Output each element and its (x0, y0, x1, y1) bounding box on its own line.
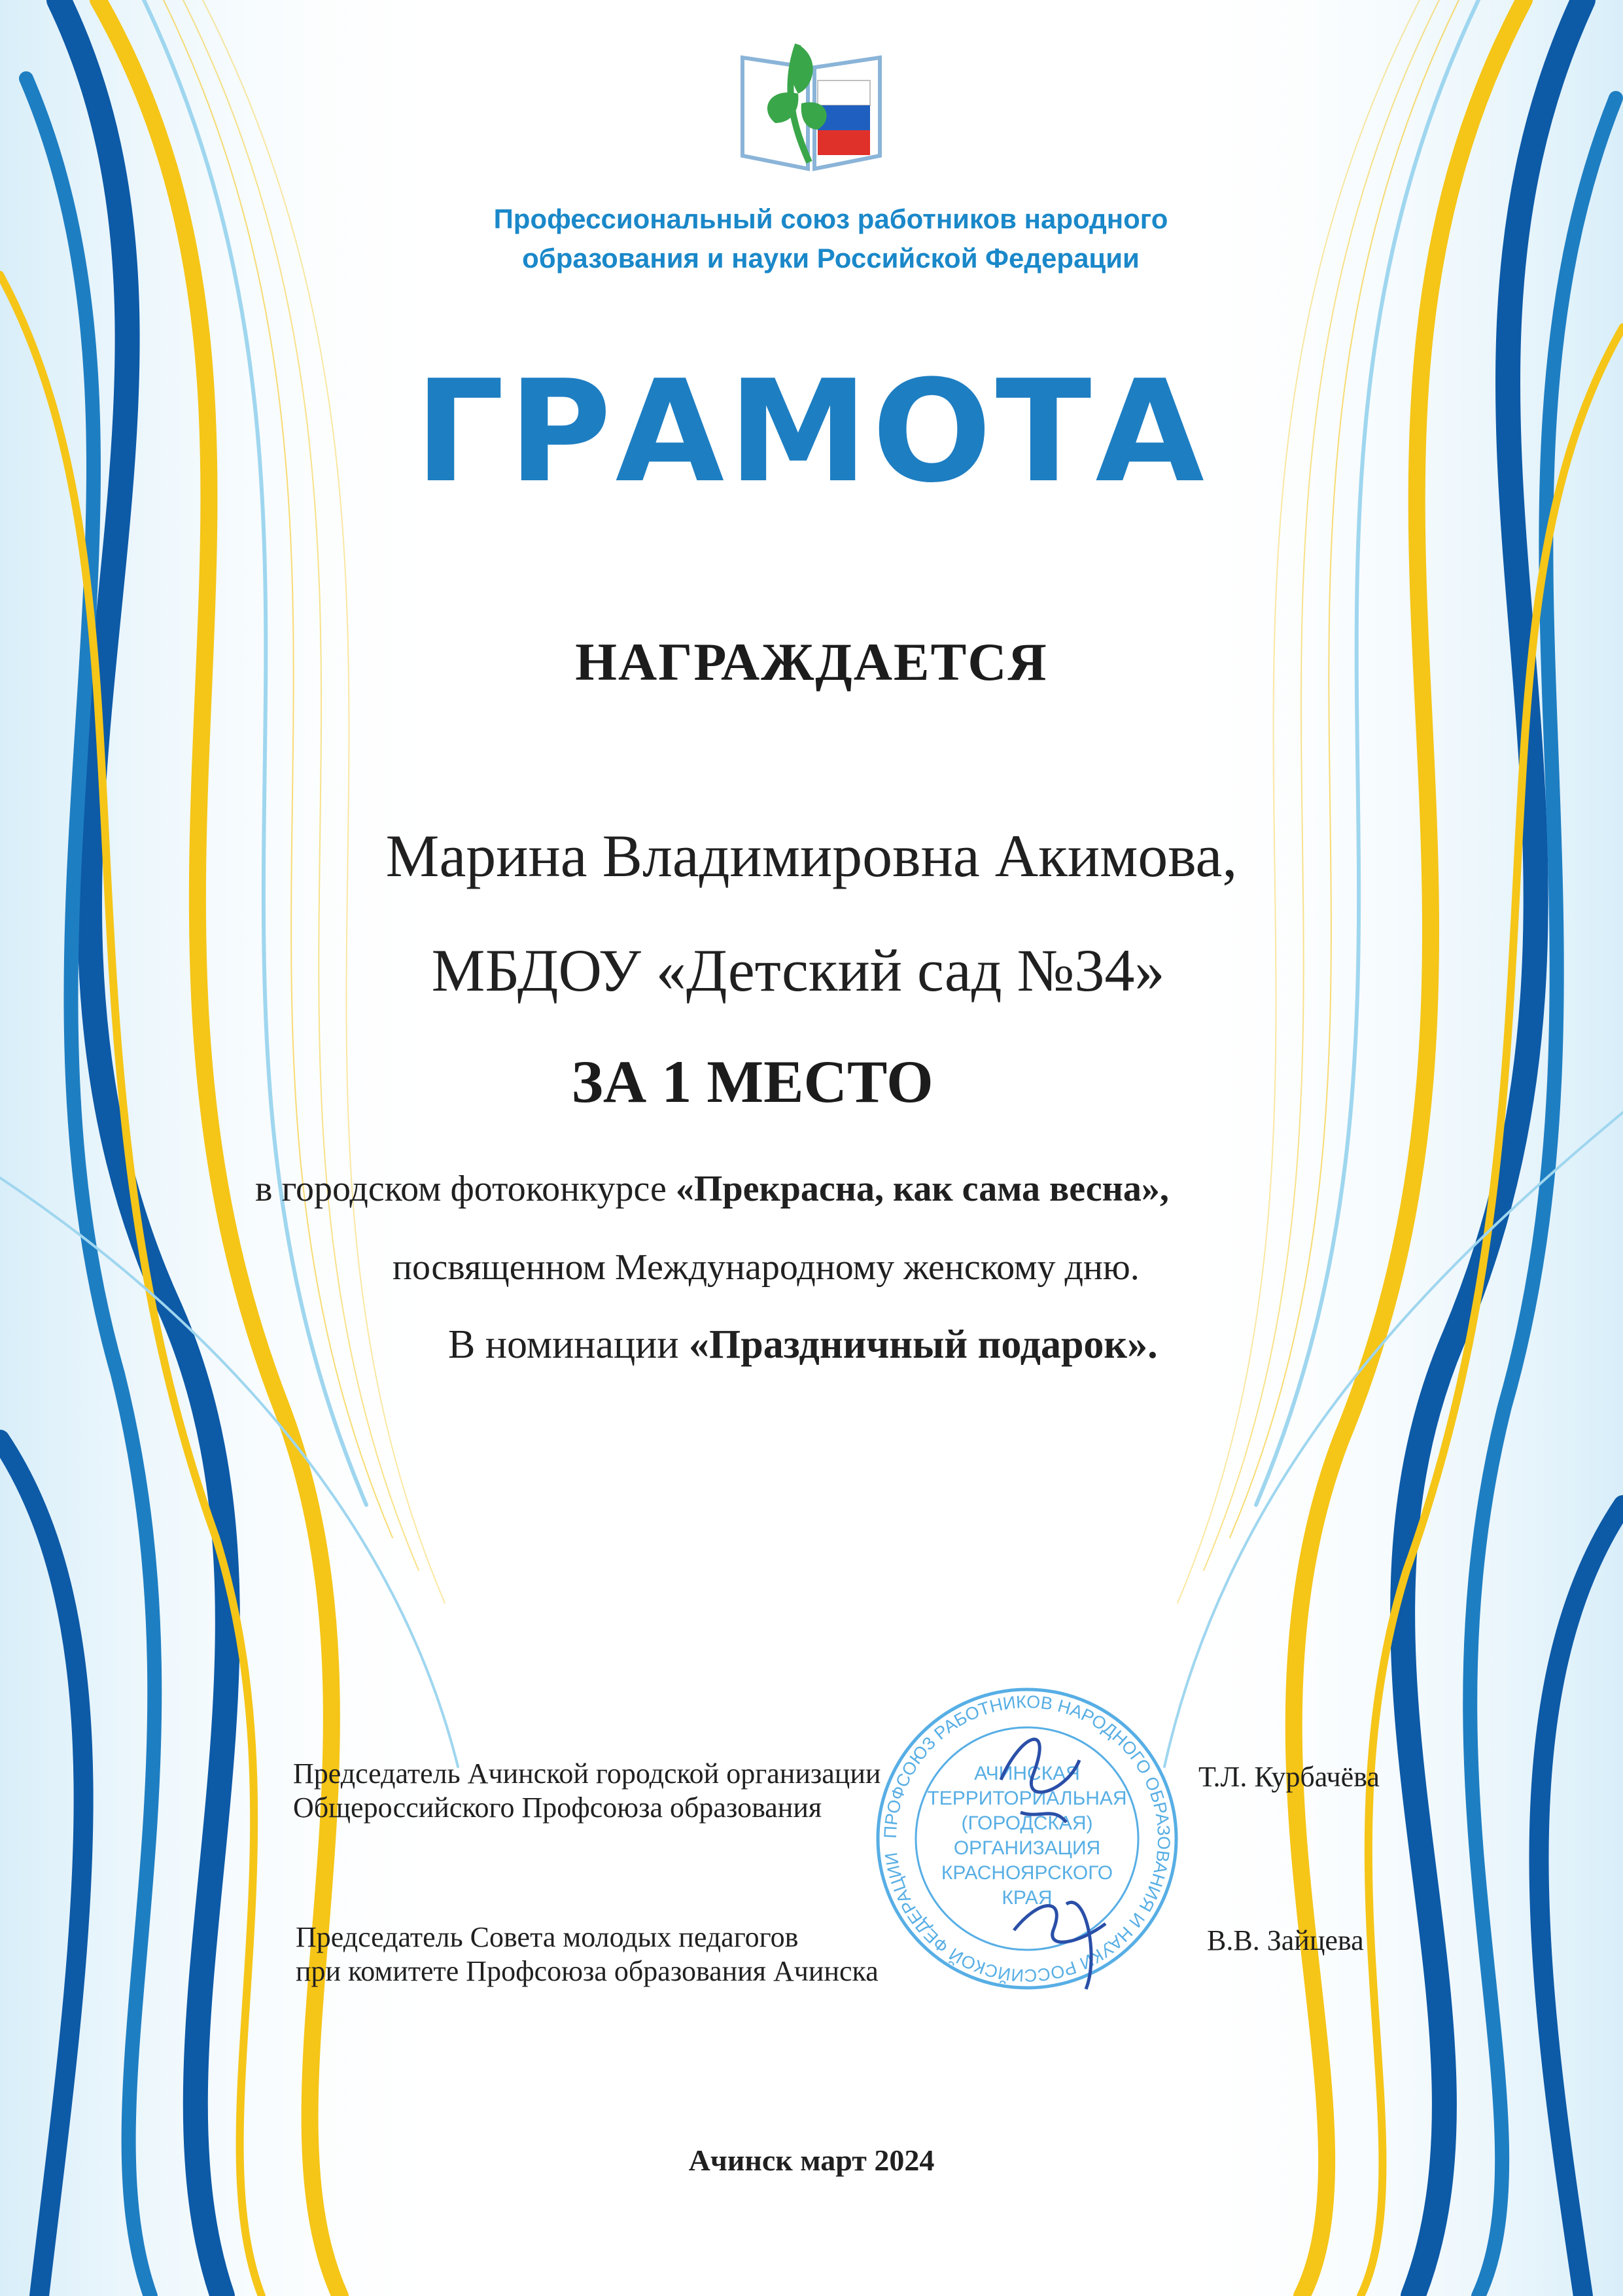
stamp-center-line: КРАЯ (1002, 1887, 1053, 1909)
stamp-center-line: АЧИНСКАЯ (974, 1763, 1080, 1784)
recipient-name: Марина Владимировна Акимова, (385, 822, 1238, 889)
union-logo (736, 31, 886, 175)
stamp-center-text (927, 1763, 1126, 1909)
organization-title-line1: Профессиональный союз работников народного (493, 203, 1168, 234)
awarded-heading: НАГРАЖДАЕТСЯ (575, 632, 1048, 692)
nomination-prefix: В номинации (448, 1322, 689, 1367)
recipient-institution: МБДОУ «Детский сад №34» (431, 937, 1165, 1004)
signatory-2-position (296, 1920, 879, 1988)
signatory-1-name: Т.Л. Курбачёва (1198, 1761, 1380, 1793)
nomination-line (448, 1322, 1158, 1368)
place-and-date: Ачинск март 2024 (688, 2144, 935, 2177)
contest-line (255, 1168, 1169, 1210)
contest-prefix: в городском фотоконкурсе (255, 1169, 676, 1209)
contest-suffix: , (1159, 1169, 1169, 1209)
stamp-ring-text: ПРОФСОЮЗ РАБОТНИКОВ НАРОДНОГО ОБРАЗОВАНИЯ И НАУКИ РОССИЙСКОЙ ФЕДЕРАЦИИ (880, 1691, 1174, 1986)
official-stamp (870, 1682, 1184, 1996)
signatory-1-position (293, 1757, 881, 1825)
nomination-name: «Праздничный подарок». (689, 1322, 1158, 1367)
organization-title (366, 200, 1295, 278)
signatory-1-position-line1: Председатель Ачинской городской организации (293, 1757, 881, 1790)
certificate-title: ГРАМОТА (415, 349, 1208, 514)
signatory-2-position-line1: Председатель Совета молодых педагогов (296, 1921, 799, 1953)
signatory-2-name: В.В. Зайцева (1207, 1924, 1364, 1956)
stamp-center-line: ОРГАНИЗАЦИЯ (953, 1837, 1101, 1859)
stamp-center-line: ТЕРРИТОРИАЛЬНАЯ (927, 1788, 1127, 1809)
stamp-center-line: КРАСНОЯРСКОГО (941, 1862, 1113, 1884)
place-award: ЗА 1 МЕСТО (571, 1048, 934, 1115)
contest-name: «Прекрасна, как сама весна» (675, 1169, 1160, 1209)
dedication-line: посвященном Международному женскому дню. (393, 1247, 1140, 1288)
logo-flag-white (818, 80, 870, 105)
signatory-1-position-line2: Общероссийского Профсоюза образования (293, 1792, 822, 1824)
organization-title-line2: образования и науки Российской Федерации (522, 243, 1140, 274)
signatory-2-position-line2: при комитете Профсоюза образования Ачинска (296, 1955, 879, 1987)
logo-flag-red (818, 130, 870, 155)
stamp-center-line: (ГОРОДСКАЯ) (961, 1812, 1093, 1834)
